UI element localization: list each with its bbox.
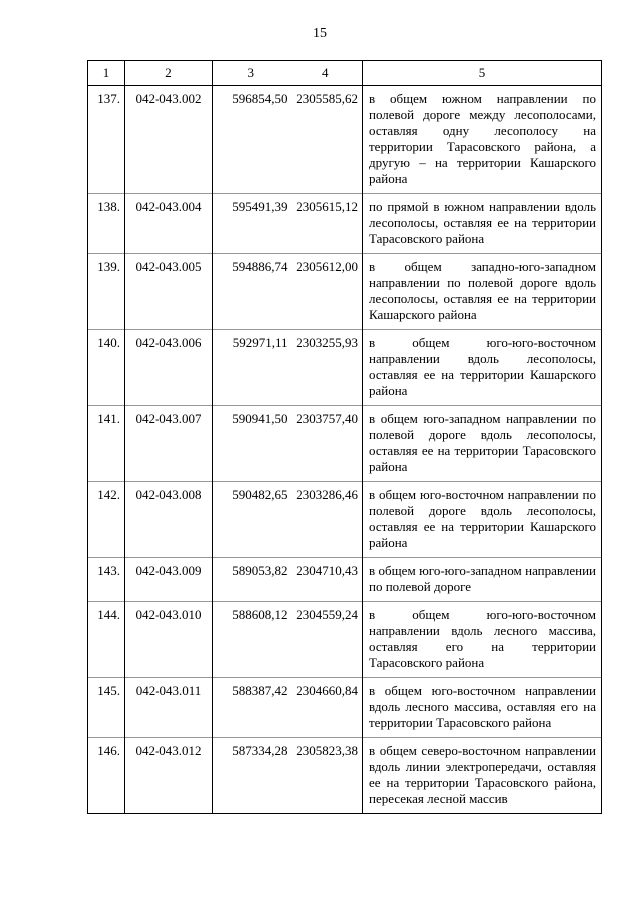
table-row	[88, 482, 602, 558]
boundary-description: в общем юго-юго-восточном направлении вдоль лесополосы, оставляя ее на территории Кашарского района	[363, 330, 602, 406]
point-code: 042-043.006	[125, 330, 213, 406]
table-row	[88, 406, 602, 482]
coordinate-y: 2304710,43	[289, 558, 363, 602]
point-code: 042-043.009	[125, 558, 213, 602]
row-number: 144.	[88, 602, 125, 678]
table-row	[88, 330, 602, 406]
table-row	[88, 738, 602, 814]
point-code: 042-043.008	[125, 482, 213, 558]
point-code: 042-043.010	[125, 602, 213, 678]
table-row	[88, 194, 602, 254]
row-number: 140.	[88, 330, 125, 406]
boundary-description: в общем западно-юго-западном направлении по полевой дороге вдоль лесополосы, оставляя ее на территории Кашарского района	[363, 254, 602, 330]
point-code: 042-043.005	[125, 254, 213, 330]
boundary-description: по прямой в южном направлении вдоль лесополосы, оставляя ее на территории Тарасовского района	[363, 194, 602, 254]
coordinate-x: 590941,50	[213, 406, 289, 482]
coordinate-x: 589053,82	[213, 558, 289, 602]
row-number: 138.	[88, 194, 125, 254]
coordinate-x: 595491,39	[213, 194, 289, 254]
row-number: 145.	[88, 678, 125, 738]
row-number: 146.	[88, 738, 125, 814]
boundary-description: в общем северо-восточном направлении вдоль линии электропередачи, оставляя ее на территории Тарасовского района, пересекая лесной массив	[363, 738, 602, 814]
coordinate-y: 2303286,46	[289, 482, 363, 558]
coordinate-x: 592971,11	[213, 330, 289, 406]
coordinate-y: 2304660,84	[289, 678, 363, 738]
column-header-3: 3	[213, 61, 289, 86]
table-row	[88, 254, 602, 330]
point-code: 042-043.012	[125, 738, 213, 814]
coordinate-x: 594886,74	[213, 254, 289, 330]
boundary-description: в общем юго-юго-восточном направлении вдоль лесного массива, оставляя его на территории Тарасовского района	[363, 602, 602, 678]
point-code: 042-043.004	[125, 194, 213, 254]
table-row	[88, 602, 602, 678]
boundary-description: в общем юго-восточном направлении по полевой дороге вдоль лесополосы, оставляя ее на территории Кашарского района	[363, 482, 602, 558]
point-code: 042-043.002	[125, 86, 213, 194]
row-number: 137.	[88, 86, 125, 194]
point-code: 042-043.011	[125, 678, 213, 738]
row-number: 142.	[88, 482, 125, 558]
coordinate-x: 587334,28	[213, 738, 289, 814]
boundary-points-table	[87, 60, 602, 814]
point-code: 042-043.007	[125, 406, 213, 482]
table-row	[88, 558, 602, 602]
coordinate-x: 588608,12	[213, 602, 289, 678]
coordinate-x: 590482,65	[213, 482, 289, 558]
row-number: 143.	[88, 558, 125, 602]
coordinate-y: 2304559,24	[289, 602, 363, 678]
coordinate-x: 596854,50	[213, 86, 289, 194]
coordinate-y: 2305615,12	[289, 194, 363, 254]
coordinate-y: 2305585,62	[289, 86, 363, 194]
boundary-description: в общем юго-западном направлении по полевой дороге вдоль лесополосы, оставляя ее на территории Тарасовского района	[363, 406, 602, 482]
row-number: 141.	[88, 406, 125, 482]
coordinate-y: 2303757,40	[289, 406, 363, 482]
table-header-row	[88, 61, 602, 86]
column-header-2: 2	[125, 61, 213, 86]
coordinate-x: 588387,42	[213, 678, 289, 738]
column-header-4: 4	[289, 61, 363, 86]
column-header-5: 5	[363, 61, 602, 86]
boundary-description: в общем юго-юго-западном направлении по полевой дороге	[363, 558, 602, 602]
page-number: 15	[313, 26, 327, 41]
table-row	[88, 86, 602, 194]
table-row	[88, 678, 602, 738]
row-number: 139.	[88, 254, 125, 330]
column-header-1: 1	[88, 61, 125, 86]
boundary-description: в общем юго-восточном направлении вдоль лесного массива, оставляя его на территории Тарасовского района	[363, 678, 602, 738]
coordinate-y: 2305823,38	[289, 738, 363, 814]
boundary-description: в общем южном направлении по полевой дороге между лесополосами, оставляя одну лесополосу на территории Тарасовского района, а другую – на территории Кашарского района	[363, 86, 602, 194]
coordinate-y: 2303255,93	[289, 330, 363, 406]
coordinate-y: 2305612,00	[289, 254, 363, 330]
